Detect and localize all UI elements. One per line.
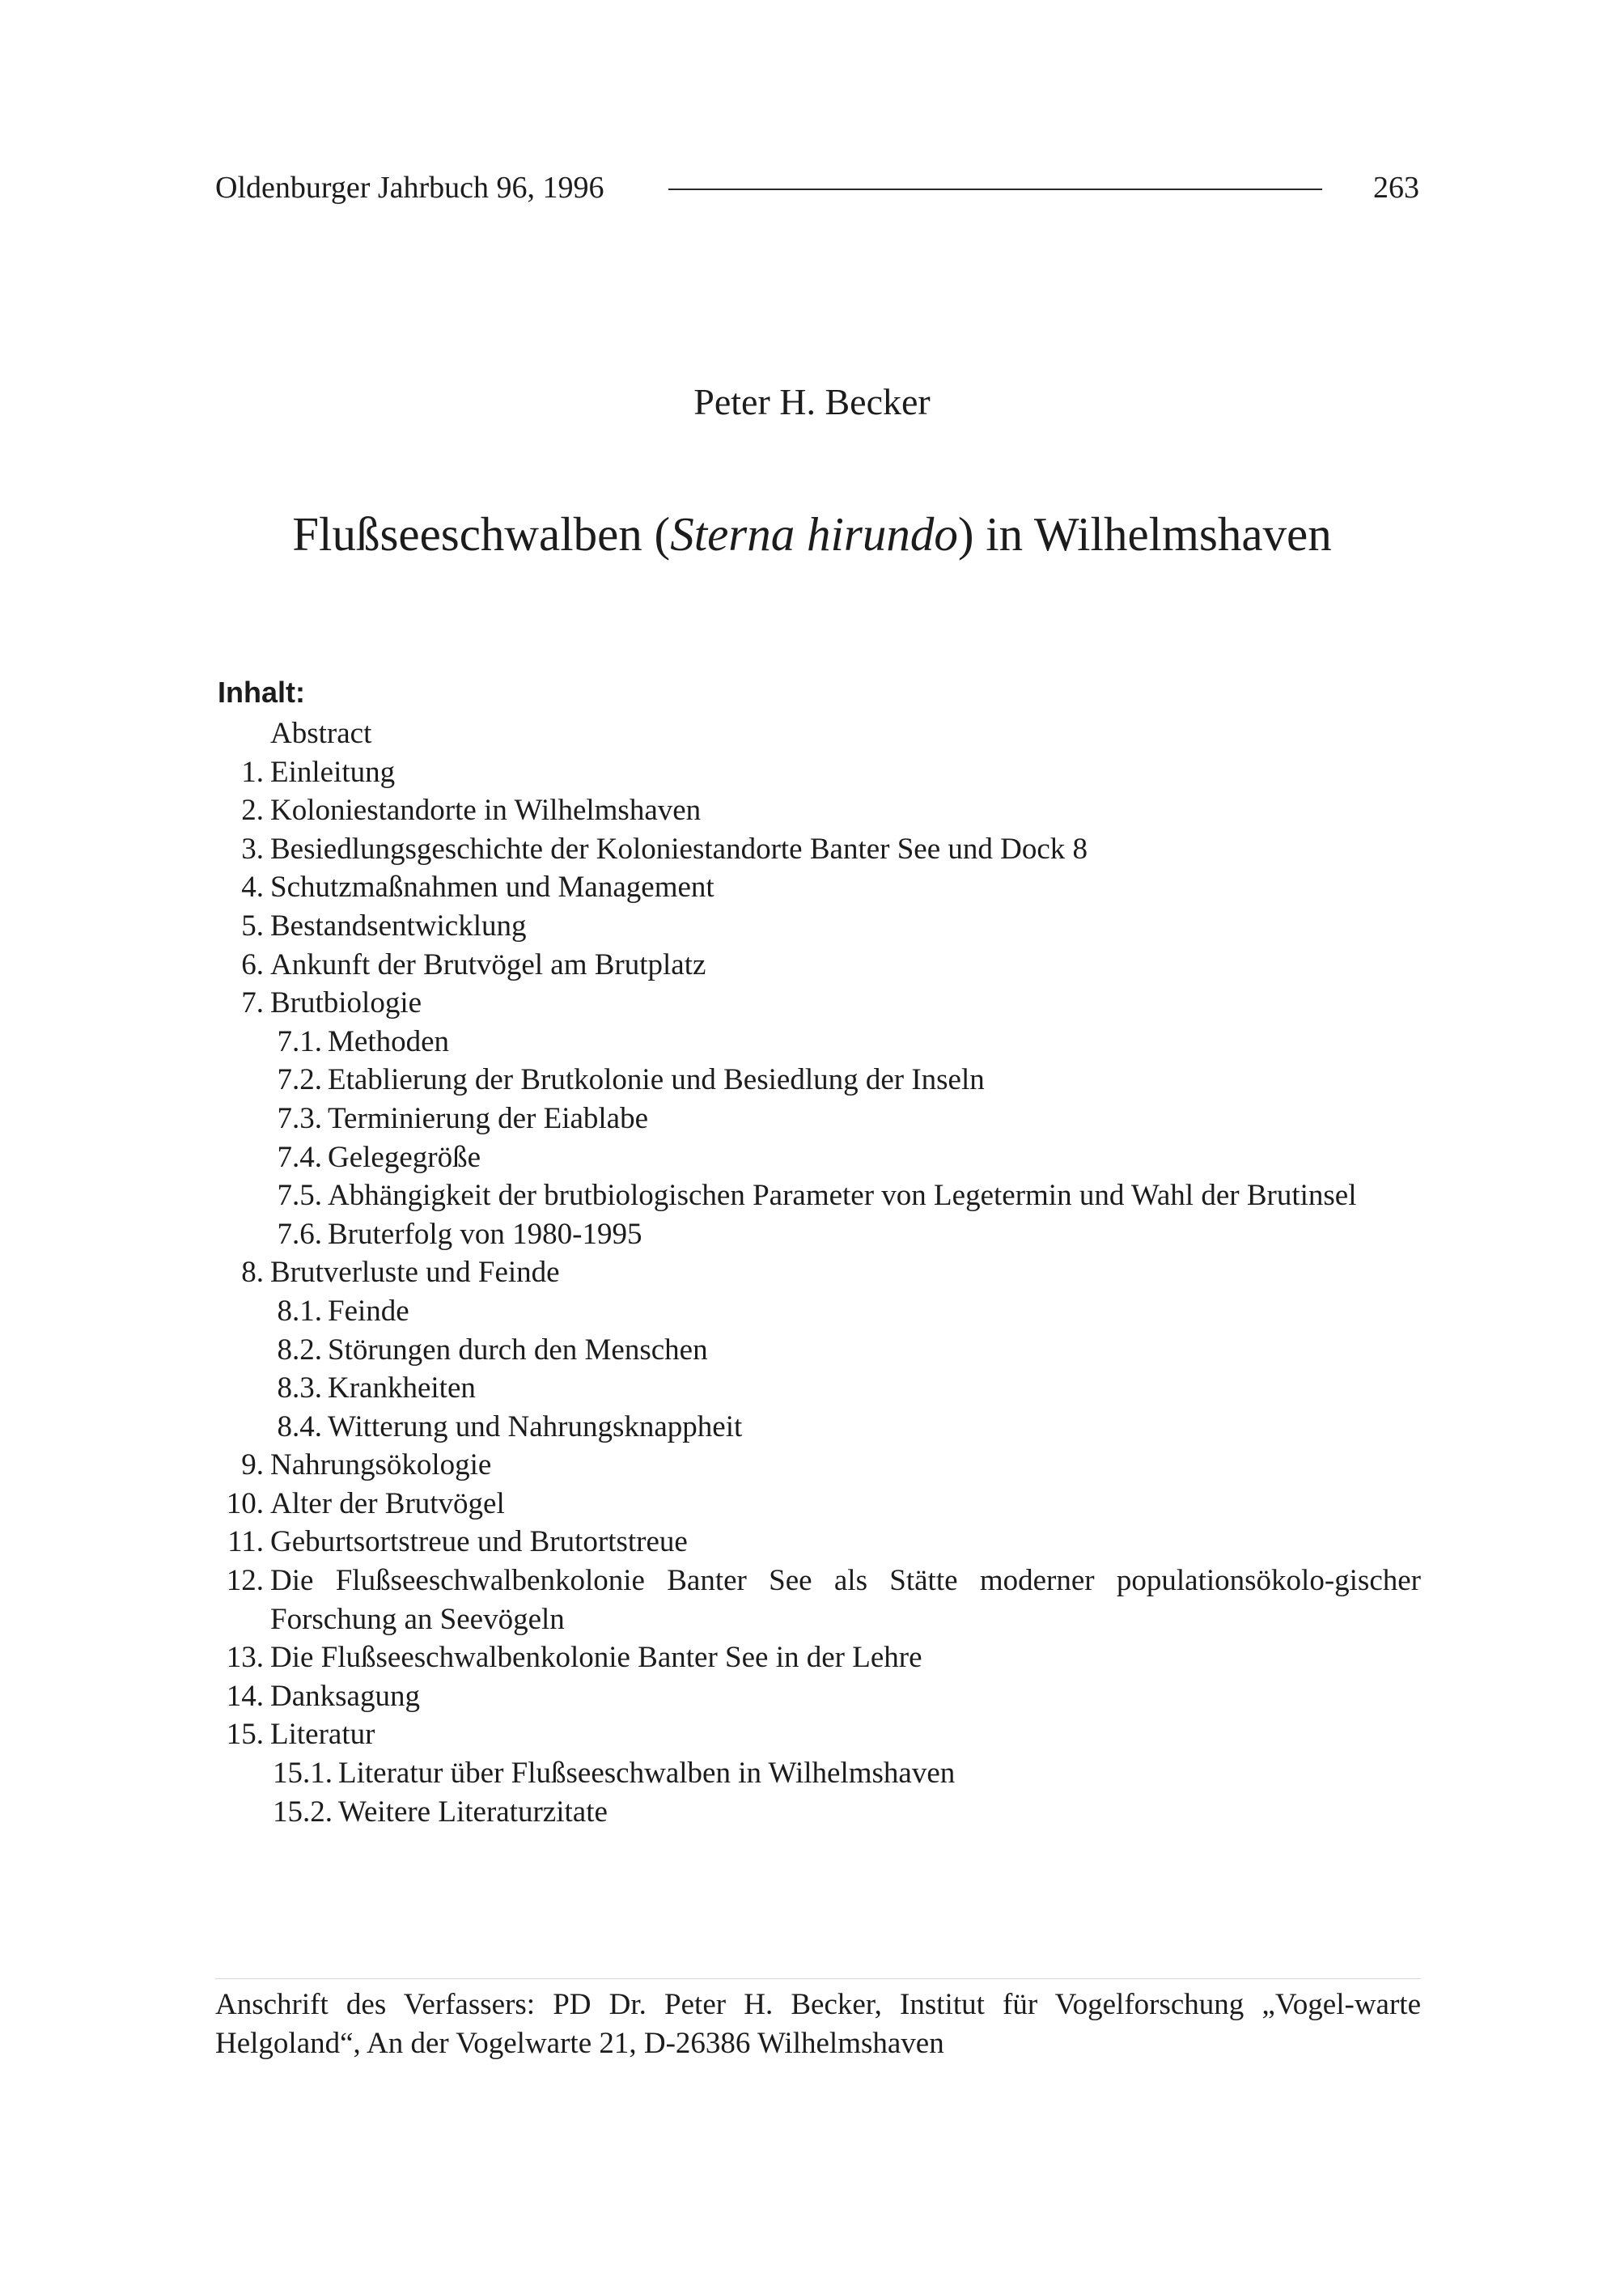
toc-entry-text: Die Flußseeschwalbenkolonie Banter See als Stätte moderner populationsökolo-gischer Forschung an Seevögeln xyxy=(270,1564,1421,1636)
toc-entry-number: 1. xyxy=(241,755,264,789)
toc-entry-number: 15.1. xyxy=(273,1757,333,1791)
toc-entry xyxy=(215,1369,1421,1408)
toc-entry xyxy=(215,1485,1421,1524)
toc-entry-text: Alter der Brutvögel xyxy=(270,1486,505,1520)
toc-entry-text: Bruterfolg von 1980-1995 xyxy=(328,1217,642,1251)
article-title xyxy=(0,503,1624,565)
toc-entry xyxy=(215,868,1421,907)
author-address: Anschrift des Verfassers: PD Dr. Peter H. Becker, Institut für Vogelforschung „Vogel-warte Helgoland“, An der Vogelwarte 21, D-26386 Wilhelmshaven xyxy=(215,1988,1421,2060)
toc-entry xyxy=(215,907,1421,946)
toc-entry-text: Die Flußseeschwalbenkolonie Banter See in der Lehre xyxy=(270,1641,922,1675)
toc-entry-text: Danksagung xyxy=(270,1679,420,1713)
toc-entry-number: 7.3. xyxy=(277,1101,322,1135)
toc-entry-number: 15. xyxy=(226,1718,264,1752)
toc-entry-text: Ankunft der Brutvögel am Brutplatz xyxy=(270,947,706,981)
toc-entry xyxy=(215,1715,1421,1754)
toc-entry-number: 8.4. xyxy=(277,1409,322,1443)
toc-entry-text: Feinde xyxy=(328,1294,409,1328)
toc-entry xyxy=(215,714,1421,753)
toc-entry-text: Weitere Literaturzitate xyxy=(338,1795,608,1829)
toc-entry-number: 15.2. xyxy=(273,1795,333,1829)
journal-citation: Oldenburger Jahrbuch 96, 1996 xyxy=(215,171,604,205)
title-part-after: ) in Wilhelmshaven xyxy=(957,507,1332,561)
toc-entry-text: Abstract xyxy=(270,717,372,750)
toc-entry-number: 8.3. xyxy=(277,1371,322,1405)
toc-entry xyxy=(215,1523,1421,1562)
toc-entry-number: 7.2. xyxy=(277,1063,322,1097)
footnote-rule xyxy=(215,1978,1421,1979)
toc-entry-text: Krankheiten xyxy=(328,1371,476,1405)
toc-entry-text: Koloniestandorte in Wilhelmshaven xyxy=(270,794,702,828)
toc-entry-text: Abhängigkeit der brutbiologischen Parameter von Legetermin und Wahl der Brutinsel xyxy=(328,1179,1357,1213)
toc-entry xyxy=(215,753,1421,792)
toc-entry-text: Besiedlungsgeschichte der Koloniestandorte Banter See und Dock 8 xyxy=(270,832,1088,866)
toc-entry-number: 8.2. xyxy=(277,1333,322,1367)
toc-entry-text: Brutverluste und Feinde xyxy=(270,1256,560,1290)
running-head xyxy=(215,168,1419,207)
toc-entry-number: 7.6. xyxy=(277,1217,322,1251)
toc-entry-text: Literatur xyxy=(270,1718,375,1752)
toc-entry-number: 7.4. xyxy=(277,1140,322,1174)
toc-entry xyxy=(215,1677,1421,1716)
toc-entry xyxy=(215,1331,1421,1370)
toc-entry-text: Etablierung der Brutkolonie und Besiedlung der Inseln xyxy=(328,1063,985,1097)
toc-entry-text: Störungen durch den Menschen xyxy=(328,1333,708,1367)
toc-entry xyxy=(215,1562,1421,1638)
author-name: Peter H. Becker xyxy=(693,381,931,422)
toc-entry xyxy=(215,1408,1421,1447)
toc-entry xyxy=(215,791,1421,830)
toc-entry-number: 8. xyxy=(241,1256,264,1290)
toc-entry-number: 5. xyxy=(241,909,264,943)
toc-entry-text: Nahrungsökologie xyxy=(270,1448,492,1482)
title-part-before: Flußseeschwalben ( xyxy=(292,507,671,561)
page-number: 263 xyxy=(1373,171,1419,205)
toc-entry-text: Literatur über Flußseeschwalben in Wilhelmshaven xyxy=(338,1757,956,1791)
toc-entry-number: 8.1. xyxy=(277,1294,322,1328)
toc-entry-number: 10. xyxy=(226,1486,264,1520)
toc-entry-text: Gelegegröße xyxy=(328,1140,481,1174)
toc-entry-number: 6. xyxy=(241,947,264,981)
toc-entry xyxy=(215,946,1421,985)
toc-entry xyxy=(215,1446,1421,1485)
toc-heading: Inhalt: xyxy=(218,676,305,709)
toc-entry xyxy=(215,1138,1421,1177)
toc-entry-text: Schutzmaßnahmen und Management xyxy=(270,871,714,905)
toc-entry-number: 7.5. xyxy=(277,1179,322,1213)
toc-entry xyxy=(215,1253,1421,1292)
toc-entry xyxy=(215,1638,1421,1677)
toc-entry-number: 4. xyxy=(241,871,264,905)
toc-entry-text: Methoden xyxy=(328,1024,450,1058)
toc-entry-text: Witterung und Nahrungsknappheit xyxy=(328,1409,743,1443)
toc-entry xyxy=(215,1061,1421,1100)
toc-entry xyxy=(215,1100,1421,1138)
toc-entry-text: Geburtsortstreue und Brutortstreue xyxy=(270,1525,688,1559)
table-of-contents xyxy=(215,714,1421,1831)
toc-entry xyxy=(215,1754,1421,1793)
toc-entry-number: 11. xyxy=(227,1525,264,1559)
toc-entry xyxy=(215,1793,1421,1832)
toc-entry-text: Bestandsentwicklung xyxy=(270,909,527,943)
toc-entry-number: 2. xyxy=(241,794,264,828)
toc-entry-number: 7.1. xyxy=(277,1024,322,1058)
toc-entry-text: Terminierung der Eiablabe xyxy=(328,1101,649,1135)
header-rule xyxy=(668,189,1322,190)
toc-entry-number: 13. xyxy=(226,1641,264,1675)
toc-entry-number: 3. xyxy=(241,832,264,866)
toc-entry-number: 12. xyxy=(226,1564,264,1598)
toc-entry xyxy=(215,830,1421,869)
toc-entry xyxy=(215,1215,1421,1254)
toc-entry-number: 9. xyxy=(241,1448,264,1482)
toc-entry-number: 7. xyxy=(241,986,264,1020)
toc-entry xyxy=(215,1023,1421,1062)
toc-entry xyxy=(215,1292,1421,1331)
toc-entry xyxy=(215,1176,1421,1215)
toc-entry-text: Brutbiologie xyxy=(270,986,422,1020)
toc-entry-number: 14. xyxy=(226,1679,264,1713)
toc-entry-text: Einleitung xyxy=(270,755,396,789)
species-name: Sterna hirundo xyxy=(670,507,958,561)
toc-entry xyxy=(215,984,1421,1023)
